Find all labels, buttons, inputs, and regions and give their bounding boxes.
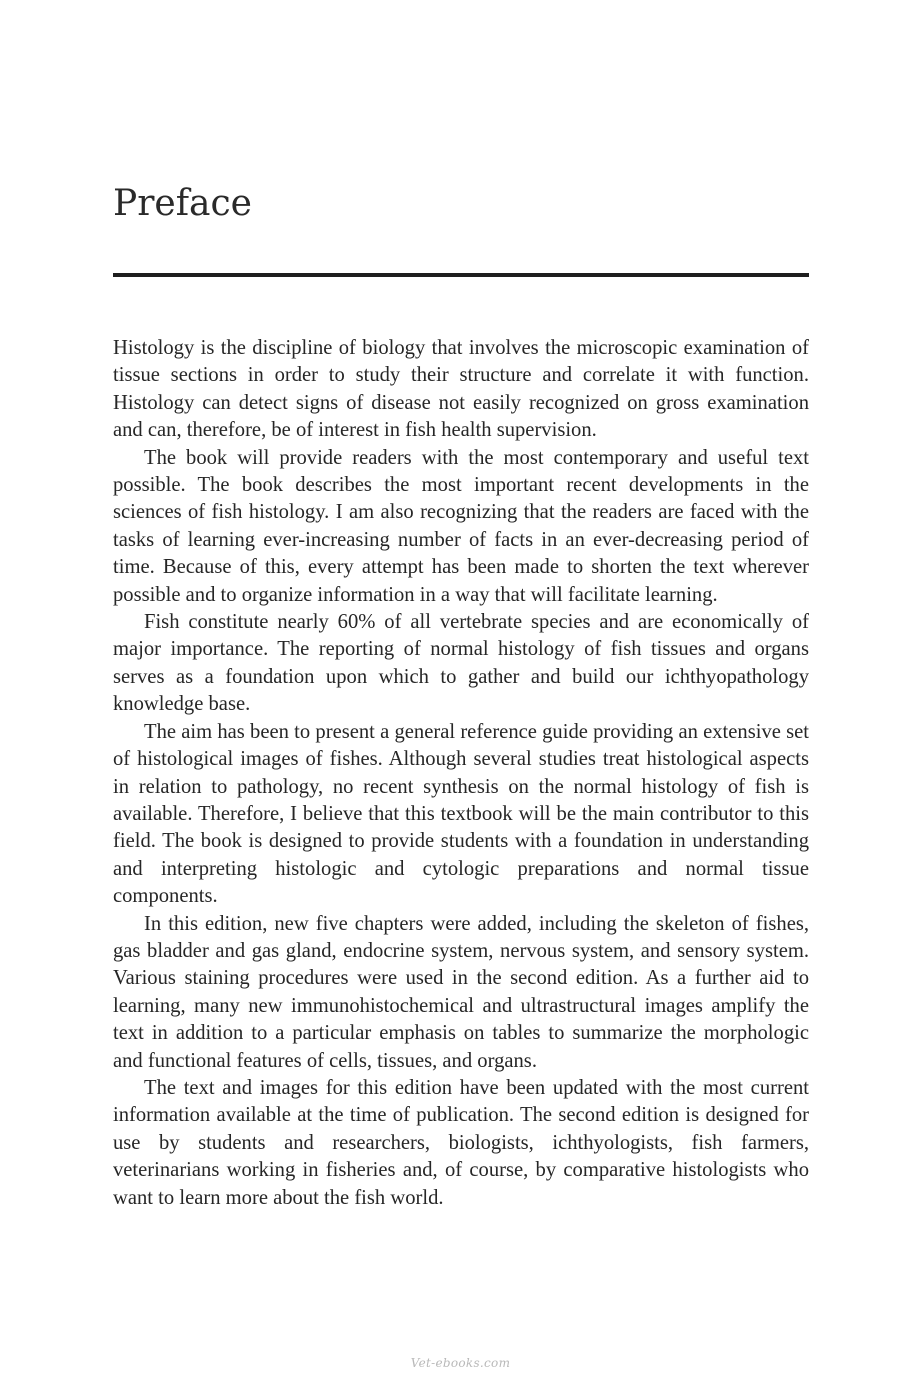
paragraph-6: The text and images for this edition have been updated with the most current information available at the time of publication. The second edition is designed for use by students and researchers, biologists, ichthyologists, fish farmers, veterinarians working in fisheries and, of course, by comparative histologists who want to learn more about the fish world. [113, 1076, 809, 1209]
preface-body [113, 335, 809, 1212]
paragraph-1: Histology is the discipline of biology that involves the microscopic examination of tissue sections in order to study their structure and correlate it with function. Histology can detect signs of disease not easily recognized on gross examination and can, therefore, be of interest in fish health supervision. [113, 337, 809, 442]
paragraph-5: In this edition, new five chapters were added, including the skeleton of fishes, gas bladder and gas gland, endocrine system, nervous system, and sensory system. Various staining procedures were used in the second edition. As a further aid to learning, many new immunohistochemical and ultrastructural images amplify the text in addition to a particular emphasis on tables to summarize the morphologic and functional features of cells, tissues, and organs. [113, 912, 809, 1072]
paragraph-4: The aim has been to present a general reference guide providing an extensive set of histological images of fishes. Although several studies treat histological aspects in relation to pathology, no recent synthesis on the normal histology of fish is available. Therefore, I believe that this textbook will be the main contributor to this field. The book is designed to provide students with a foundation in understanding and interpreting histologic and cytologic preparations and normal tissue components. [113, 720, 809, 908]
watermark-logo: Vet-ebooks.com [410, 1356, 511, 1370]
paragraph-3: Fish constitute nearly 60% of all vertebrate species and are economically of major importance. The reporting of normal histology of fish tissues and organs serves as a foundation upon which to gather and build our ichthyopathology knowledge base. [113, 611, 809, 716]
title-rule [113, 273, 809, 277]
paragraph-2: The book will provide readers with the most contemporary and useful text possible. The book describes the most important recent developments in the sciences of fish histology. I am also recognizing that the readers are faced with the tasks of learning ever-increasing number of facts in an ever-decreasing period of time. Because of this, every attempt has been made to shorten the text wherever possible and to organize information in a way that will facilitate learning. [113, 446, 809, 606]
page-title: Preface [113, 183, 252, 224]
